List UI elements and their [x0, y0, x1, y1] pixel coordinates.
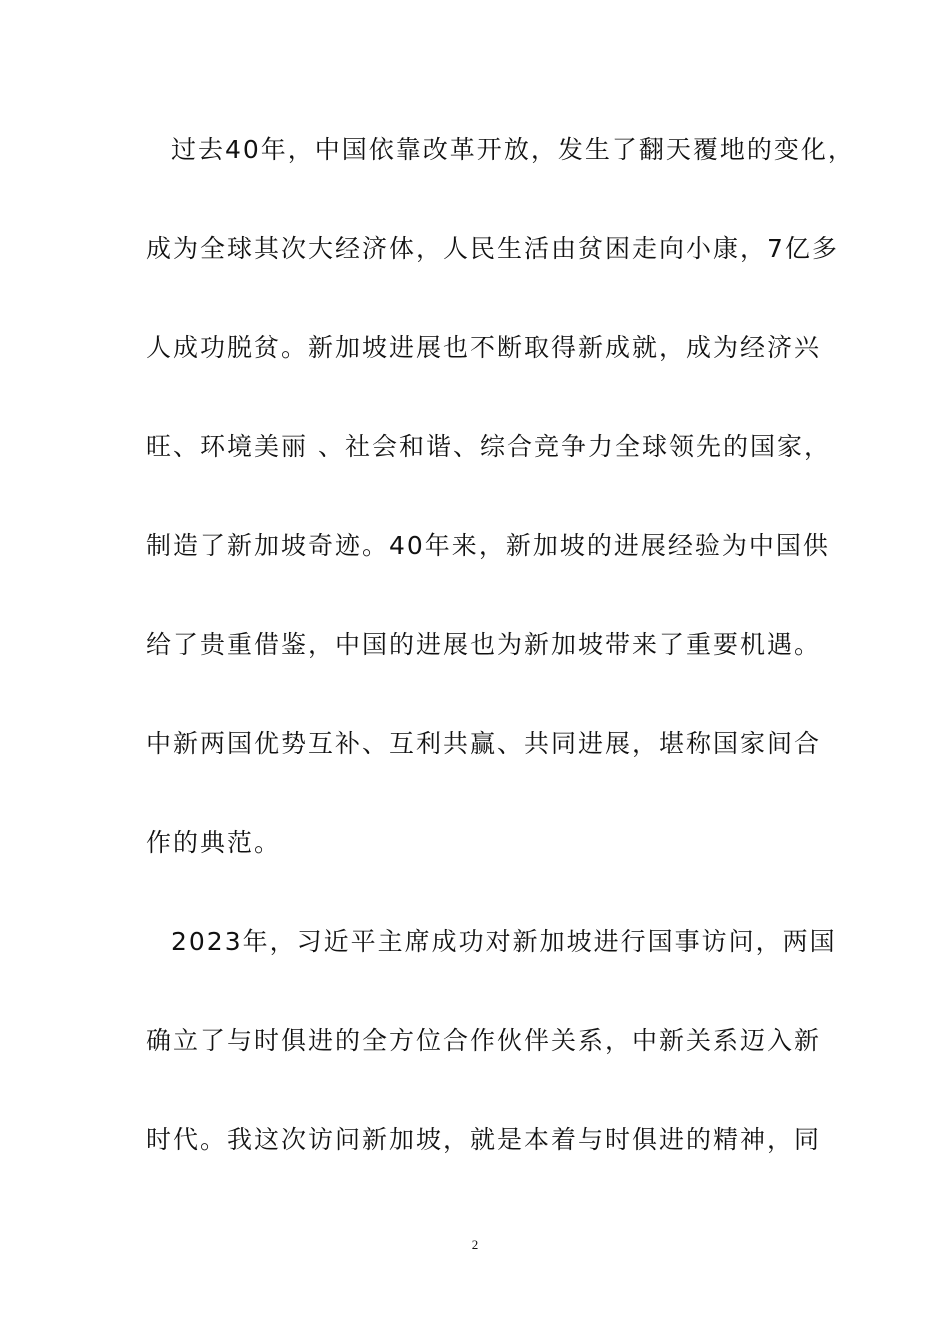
paragraph-1-line-5: 制造了新加坡奇迹。40年来，新加坡的进展经验为中国供	[146, 531, 830, 560]
paragraph-1-line-2: 成为全球其次大经济体，人民生活由贫困走向小康，7亿多	[146, 234, 839, 263]
paragraph-1-line-7: 中新两国优势互补、互利共赢、共同进展，堪称国家间合	[146, 729, 822, 758]
paragraph-2-line-3: 时代。我这次访问新加坡，就是本着与时俱进的精神，同	[146, 1125, 822, 1154]
paragraph-2-line-2: 确立了与时俱进的全方位合作伙伴关系，中新关系迈入新	[146, 1026, 822, 1055]
paragraph-2-line-1: 2023年，习近平主席成功对新加坡进行国事访问，两国	[171, 927, 837, 956]
paragraph-1-line-4: 旺、环境美丽 、社会和谐、综合竞争力全球领先的国家，	[146, 432, 831, 461]
paragraph-1-line-8: 作的典范。	[146, 828, 282, 857]
paragraph-1-line-1: 过去40年，中国依靠改革开放，发生了翻天覆地的变化，	[171, 135, 855, 164]
paragraph-1-line-3: 人成功脱贫。新加坡进展也不断取得新成就，成为经济兴	[146, 333, 822, 362]
paragraph-1-line-6: 给了贵重借鉴，中国的进展也为新加坡带来了重要机遇。	[146, 630, 822, 659]
page-number: 2	[471, 1237, 479, 1252]
